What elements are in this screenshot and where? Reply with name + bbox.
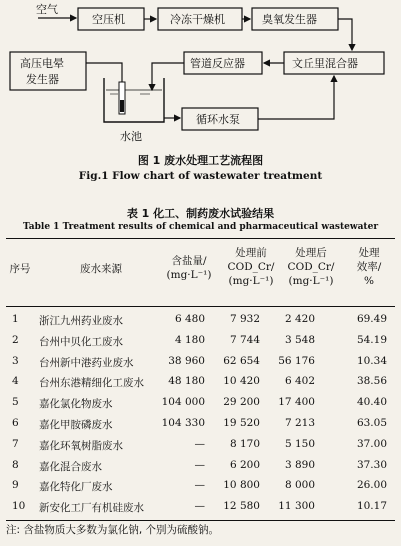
cell-efficiency: 37.30 xyxy=(356,458,387,471)
cell-index: 7 xyxy=(12,437,19,450)
cell-salt: 4 180 xyxy=(174,333,205,346)
cell-cod-after: 7 213 xyxy=(284,416,315,429)
figure-caption-en: Fig.1 Flow chart of wastewater treatment xyxy=(78,170,323,182)
cell-salt: — xyxy=(194,479,205,492)
pipe-reactor-label: 管道反应器 xyxy=(190,57,245,70)
cell-cod-after: 2 420 xyxy=(284,313,315,325)
header-cod-before: 处理前 COD_Cr/ (mg·L⁻¹) xyxy=(227,247,275,287)
cell-cod-before: 8 170 xyxy=(229,437,260,450)
hv-corona-generator-box xyxy=(10,52,86,90)
pool-label: 水池 xyxy=(120,130,142,143)
table-row xyxy=(6,476,395,497)
cell-source: 台州东港精细化工废水 xyxy=(39,377,144,390)
pipe-reactor-box xyxy=(184,52,262,74)
cell-source: 浙江九州药业废水 xyxy=(39,315,123,327)
header-source: 废水来源 xyxy=(80,263,122,275)
venturi-mixer-label: 文丘里混合器 xyxy=(292,57,358,70)
table-header xyxy=(6,244,395,304)
cell-efficiency: 10.34 xyxy=(356,354,387,367)
cell-index: 9 xyxy=(12,479,19,492)
cell-cod-after: 3 548 xyxy=(284,333,315,346)
table-caption-zh: 表 1 化工、制药废水试验结果 xyxy=(126,207,275,220)
cell-cod-before: 7 932 xyxy=(229,313,260,325)
cell-cod-before: 19 520 xyxy=(223,416,260,429)
air-label: 空气 xyxy=(36,3,58,16)
table-caption-en: Table 1 Treatment results of chemical and pharmaceutical wastewater xyxy=(22,222,379,232)
table-row xyxy=(6,497,395,518)
cell-cod-after: 8 000 xyxy=(284,479,315,492)
cell-index: 10 xyxy=(12,500,26,513)
circulation-pump-box xyxy=(182,108,258,130)
cell-efficiency: 37.00 xyxy=(356,437,387,450)
cell-cod-before: 29 200 xyxy=(223,396,260,409)
cell-efficiency: 54.19 xyxy=(356,333,387,346)
cell-index: 6 xyxy=(12,416,19,429)
cell-efficiency: 38.56 xyxy=(356,375,387,388)
table-row xyxy=(6,414,395,435)
cell-cod-before: 6 200 xyxy=(229,458,260,471)
table-row xyxy=(6,393,395,414)
header-salt: 含盐量/ (mg·L⁻¹) xyxy=(166,255,212,281)
cell-cod-before: 7 744 xyxy=(229,333,260,346)
table-row xyxy=(6,352,395,373)
cell-source: 嘉化混合废水 xyxy=(39,460,102,473)
cell-cod-after: 3 890 xyxy=(284,458,315,471)
table-bottom-rule xyxy=(6,520,395,521)
table-row xyxy=(6,331,395,352)
water-pool xyxy=(104,78,164,122)
table-body xyxy=(6,310,395,518)
dryer-label: 冷冻干燥机 xyxy=(170,13,225,26)
cell-cod-after: 56 176 xyxy=(278,354,315,367)
cell-source: 嘉化特化厂废水 xyxy=(39,481,113,494)
table-note: 注: 含盐物质大多数为氯化钠, 个别为硫酸钠。 xyxy=(6,524,220,536)
header-cod-after: 处理后 COD_Cr/ (mg·L⁻¹) xyxy=(287,247,335,287)
cell-index: 2 xyxy=(12,333,19,346)
hv-generator-label-line1: 高压电晕 xyxy=(20,57,64,70)
cell-cod-before: 10 420 xyxy=(223,375,260,388)
cell-index: 3 xyxy=(12,354,19,367)
cell-source: 嘉化环氧树脂废水 xyxy=(39,439,123,452)
cell-salt: 104 330 xyxy=(161,416,205,429)
ozone-generator-box xyxy=(252,8,338,30)
hv-generator-label-line2: 发生器 xyxy=(26,73,59,86)
header-index: 序号 xyxy=(9,263,31,275)
table-row xyxy=(6,372,395,393)
compressor-label: 空压机 xyxy=(92,13,125,26)
cell-efficiency: 63.05 xyxy=(356,416,387,429)
cell-source: 新安化工厂有机硅废水 xyxy=(39,502,144,515)
table-row xyxy=(6,435,395,456)
cell-salt: — xyxy=(194,500,205,513)
table-row xyxy=(6,456,395,477)
cell-source: 台州新中港药业废水 xyxy=(39,356,134,369)
cell-cod-after: 11 300 xyxy=(278,500,315,513)
table-row xyxy=(6,310,395,331)
cell-index: 5 xyxy=(12,396,19,409)
cell-source: 台州中贝化工废水 xyxy=(39,335,123,348)
cell-cod-before: 62 654 xyxy=(223,354,260,367)
cell-cod-after: 17 400 xyxy=(278,396,315,409)
header-efficiency: 处理 效率/ % xyxy=(356,247,382,287)
flow-diagram xyxy=(0,0,401,150)
cell-cod-after: 5 150 xyxy=(284,437,315,450)
table-top-rule xyxy=(6,238,395,239)
cell-source: 嘉化甲胺磷废水 xyxy=(39,418,113,431)
cell-cod-before: 12 580 xyxy=(223,500,260,513)
cell-salt: — xyxy=(194,437,205,450)
cell-salt: 48 180 xyxy=(168,375,205,388)
cell-index: 1 xyxy=(12,313,19,325)
cell-cod-after: 6 402 xyxy=(284,375,315,388)
cell-efficiency: 26.00 xyxy=(356,479,387,492)
cell-cod-before: 10 800 xyxy=(223,479,260,492)
cell-salt: 38 960 xyxy=(168,354,205,367)
cell-salt: — xyxy=(194,458,205,471)
venturi-mixer-box xyxy=(284,52,384,74)
cell-index: 4 xyxy=(12,375,19,388)
ozone-generator-label: 臭氧发生器 xyxy=(262,13,317,26)
dryer-box xyxy=(158,8,242,30)
figure-caption-zh: 图 1 废水处理工艺流程图 xyxy=(137,154,264,167)
cell-efficiency: 40.40 xyxy=(356,396,387,409)
cell-salt: 6 480 xyxy=(174,313,205,325)
table-header-rule xyxy=(6,306,395,307)
cell-salt: 104 000 xyxy=(161,396,205,409)
cell-efficiency: 10.17 xyxy=(356,500,387,513)
cell-efficiency: 69.49 xyxy=(356,313,387,325)
cell-source: 嘉化氯化物废水 xyxy=(39,398,113,411)
circulation-pump-label: 循环水泵 xyxy=(196,113,240,126)
compressor-box xyxy=(78,8,144,30)
cell-index: 8 xyxy=(12,458,19,471)
